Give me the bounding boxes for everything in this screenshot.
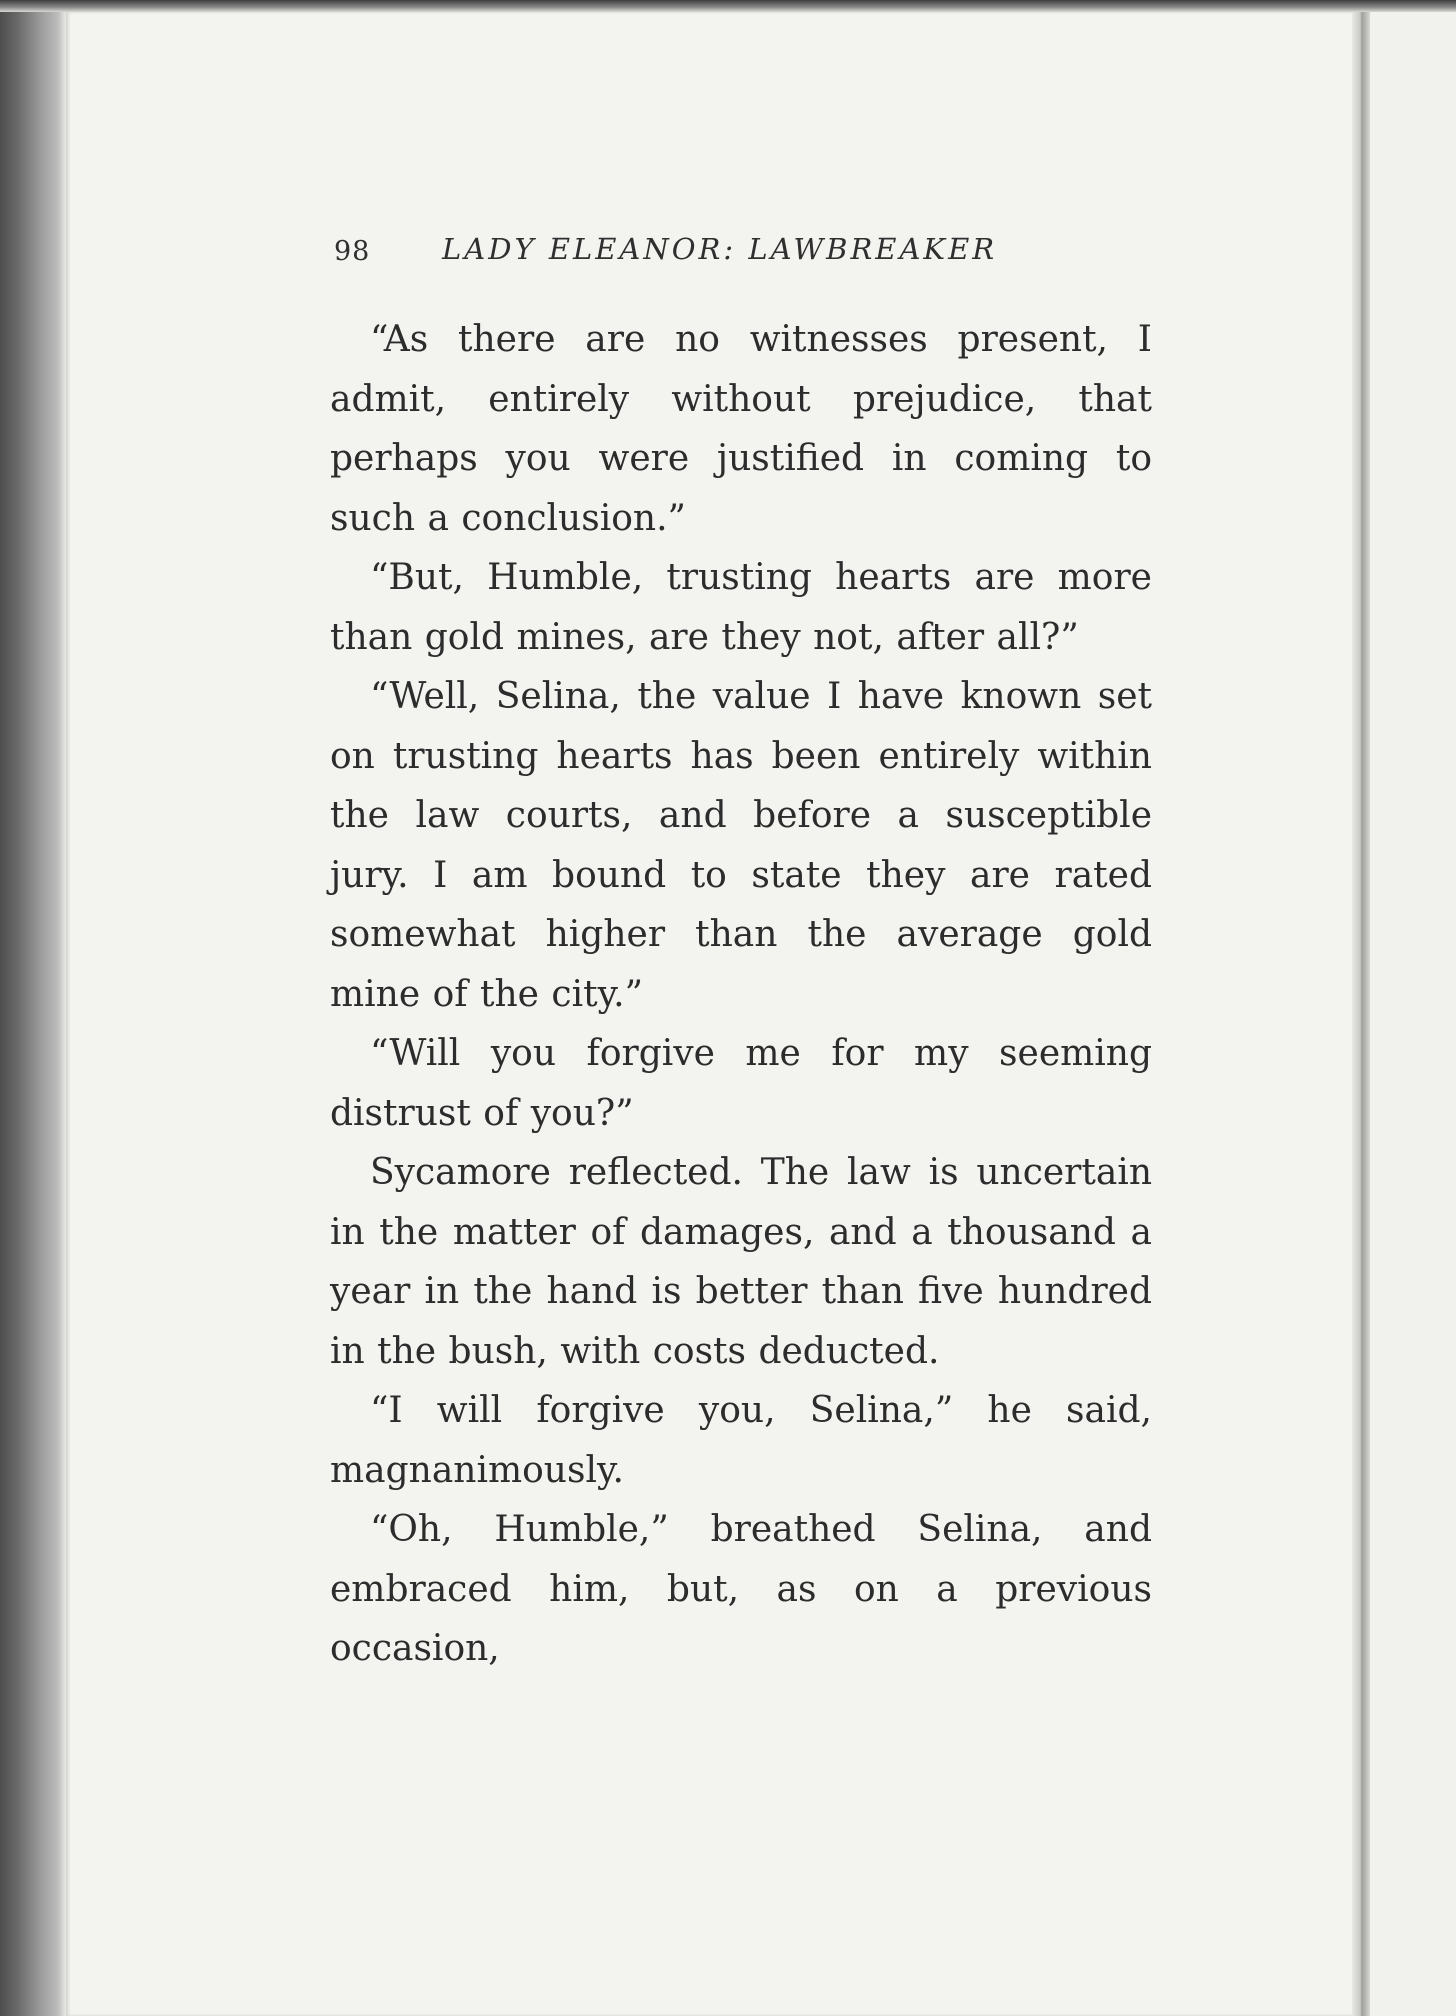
page-number: 98 <box>334 236 371 267</box>
paragraph: “Will you forgive me for my seeming distrust of you?” <box>330 1033 1152 1134</box>
paragraph: “As there are no witnesses present, I admit, entirely without prejudice, that perhaps you were justified in coming to such a conclusion.” <box>330 319 1152 539</box>
top-edge-shadow <box>0 0 1456 12</box>
paragraph: “I will forgive you, Selina,” he said, magnanimously. <box>330 1390 1152 1491</box>
facing-page-edge <box>1370 12 1456 2016</box>
paragraph: “But, Humble, trusting hearts are more than gold mines, are they not, after all?” <box>330 557 1152 658</box>
running-head <box>334 228 1154 284</box>
paragraph: Sycamore reflected. The law is uncertain in the matter of damages, and a thousand a year in the hand is better than five hundred in the bush, with costs deducted. <box>330 1152 1152 1372</box>
running-title: LADY ELEANOR: LAWBREAKER <box>442 232 998 266</box>
paragraph: “Oh, Humble,” breathed Selina, and embraced him, but, as on a previous occasion, <box>330 1509 1152 1669</box>
body-text <box>330 310 1152 1679</box>
paragraph: “Well, Selina, the value I have known set on trusting hearts has been entirely within the law courts, and before a susceptible jury. I am bound to state they are rated somewhat higher than the average gold mine of the city.” <box>330 676 1152 1015</box>
binding-gutter <box>1352 12 1370 2016</box>
